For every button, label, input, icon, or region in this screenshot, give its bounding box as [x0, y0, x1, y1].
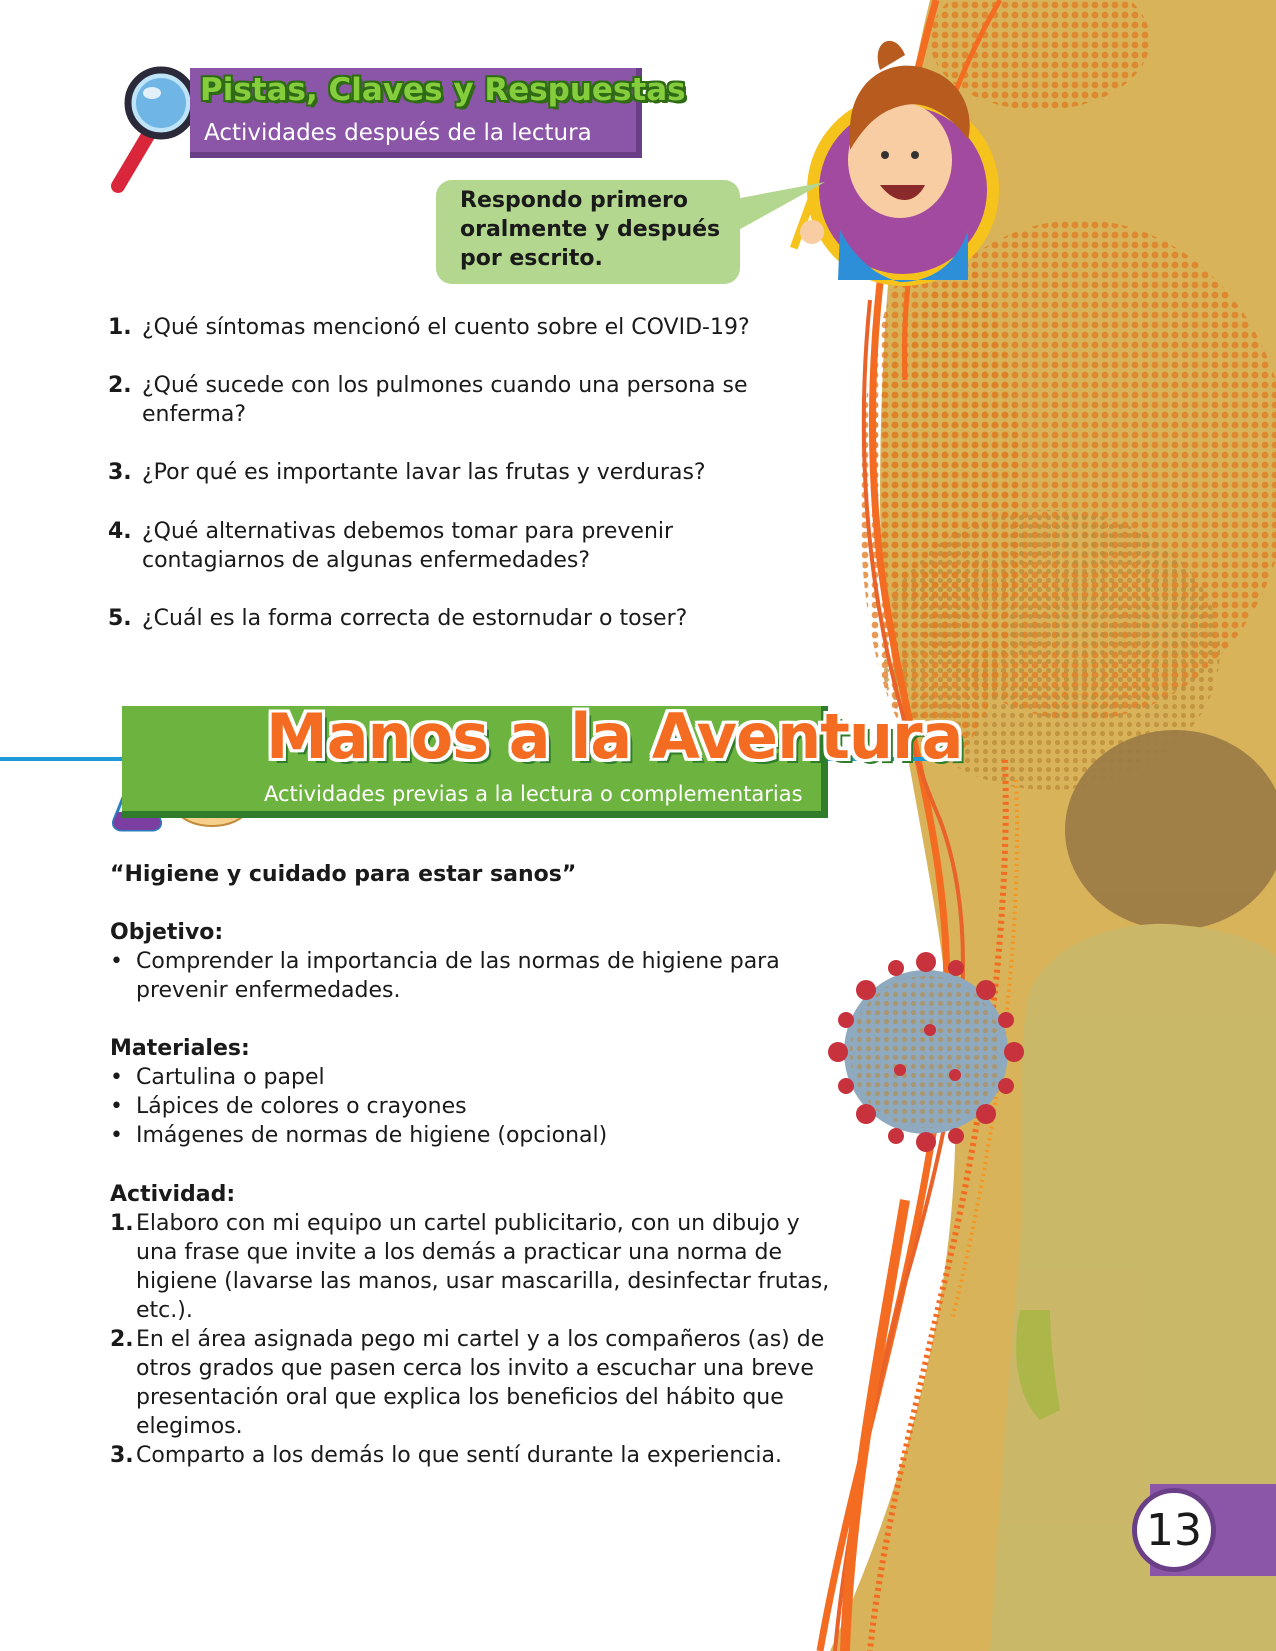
speech-bubble	[436, 180, 740, 284]
activity-step	[110, 1441, 850, 1470]
question-item	[108, 517, 748, 575]
objective-section	[110, 918, 850, 1005]
materials-item: • Cartulina o papel	[110, 1065, 325, 1090]
question-item	[108, 458, 828, 487]
activity-title: “Higiene y cuidado para estar sanos”	[110, 862, 577, 887]
question-item	[108, 371, 798, 429]
activity-heading: Actividad:	[110, 1182, 236, 1207]
step-number: 1.	[110, 1211, 134, 1236]
activity-step	[110, 1325, 850, 1441]
magnifying-glass-icon	[118, 70, 194, 186]
question-number: 4.	[108, 519, 132, 544]
step-text: Elaboro con mi equipo un cartel publicitario, con un dibujo y una frase que invite a los demás a practicar una norma de higiene (lavarse las manos, usar mascarilla, desinfectar frutas, etc.).	[136, 1211, 830, 1323]
step-text: Comparto a los demás lo que sentí durante la experiencia.	[136, 1443, 782, 1468]
materials-item-text: Lápices de colores o crayones	[136, 1094, 467, 1119]
objective-item: • Comprender la importancia de las normas de higiene para prevenir enfermedades.	[110, 947, 810, 1005]
materials-item-text: Cartulina o papel	[136, 1065, 325, 1090]
question-text: ¿Cuál es la forma correcta de estornudar o toser?	[142, 606, 688, 631]
section2-title: Manos a la Aventura	[266, 700, 963, 773]
materials-section	[110, 1034, 850, 1150]
divider-line	[0, 757, 124, 761]
bubble-line: Respondo primero	[460, 188, 688, 213]
bubble-line: por escrito.	[460, 246, 603, 271]
question-number: 3.	[108, 460, 132, 485]
objective-heading: Objetivo:	[110, 920, 224, 945]
page-number: 13	[1132, 1488, 1216, 1572]
materials-item: • Imágenes de normas de higiene (opcional)	[110, 1123, 608, 1148]
section1-subtitle: Actividades después de la lectura	[204, 120, 592, 146]
question-number: 5.	[108, 606, 132, 631]
bubble-line: oralmente y después	[460, 217, 721, 242]
step-number: 2.	[110, 1327, 134, 1352]
materials-item: • Lápices de colores o crayones	[110, 1094, 467, 1119]
question-text: ¿Por qué es importante lavar las frutas y verduras?	[142, 460, 706, 485]
step-text: En el área asignada pego mi cartel y a los compañeros (as) de otros grados que pasen cerca los invito a escuchar una breve presentación oral que explica los beneficios del hábito que elegimos.	[136, 1327, 825, 1439]
materials-heading: Materiales:	[110, 1036, 250, 1061]
materials-item-text: Imágenes de normas de higiene (opcional)	[136, 1123, 608, 1148]
question-text: ¿Qué sucede con los pulmones cuando una persona se enferma?	[142, 373, 748, 427]
objective-item-text: Comprender la importancia de las normas de higiene para prevenir enfermedades.	[136, 949, 780, 1003]
question-number: 2.	[108, 373, 132, 398]
step-number: 3.	[110, 1443, 134, 1468]
activity-step	[110, 1209, 830, 1325]
section2-subtitle: Actividades previas a la lectura o complementarias	[264, 782, 803, 806]
section1-title: Pistas, Claves y Respuestas	[200, 72, 686, 108]
activity-section	[110, 1180, 850, 1470]
question-item	[108, 313, 828, 342]
question-item	[108, 604, 828, 633]
question-number: 1.	[108, 315, 132, 340]
question-text: ¿Qué síntomas mencionó el cuento sobre el COVID-19?	[142, 315, 750, 340]
question-text: ¿Qué alternativas debemos tomar para prevenir contagiarnos de algunas enfermedades?	[142, 519, 674, 573]
